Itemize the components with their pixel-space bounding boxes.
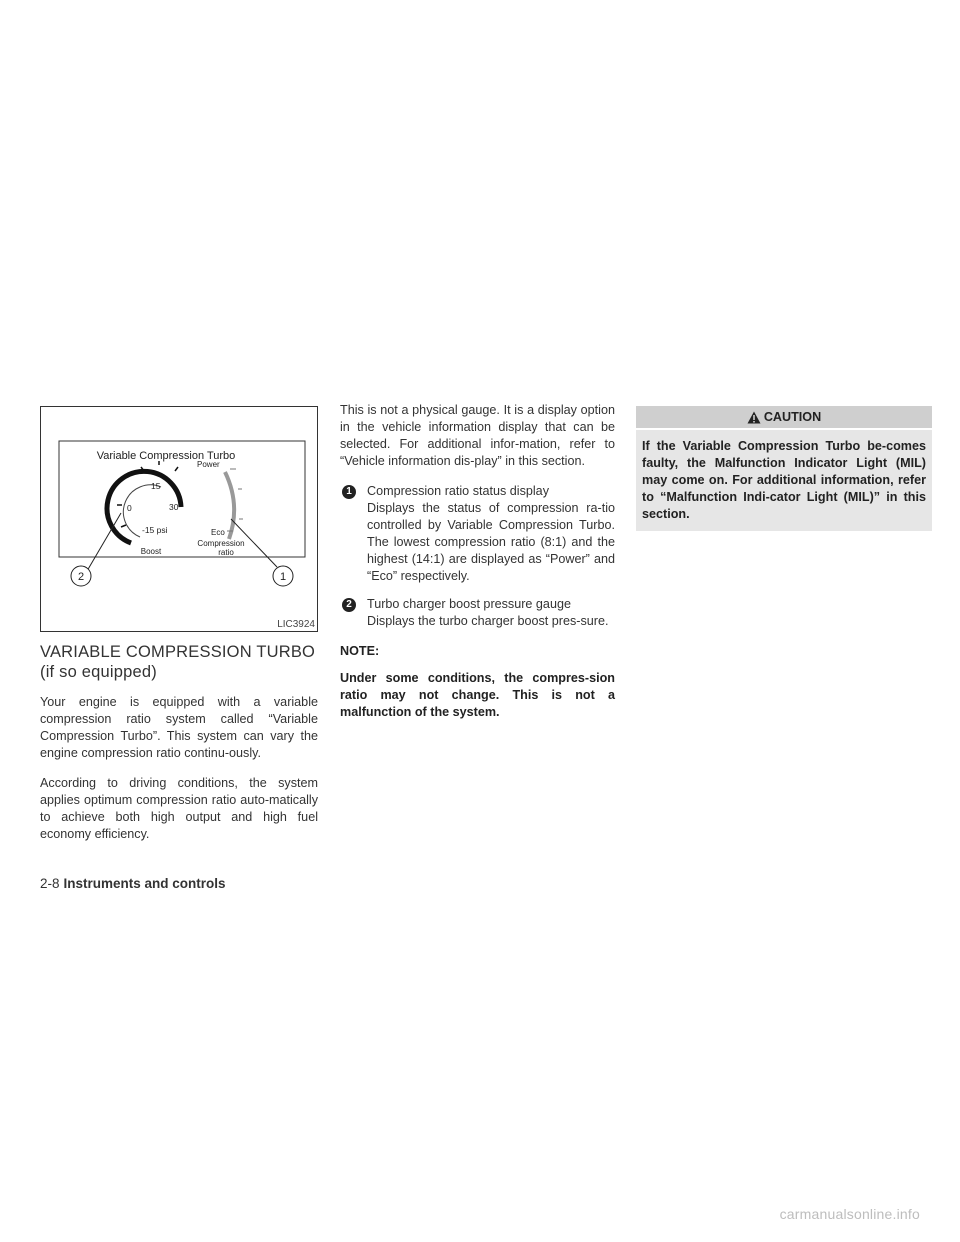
ratio-label-line1: Compression	[197, 539, 245, 548]
item-marker-1: 1	[342, 485, 356, 499]
vct-diagram	[41, 407, 317, 631]
page-number: 2-8	[40, 876, 60, 891]
item-desc-2: Displays the turbo charger boost pres-sure.	[367, 614, 609, 628]
note-text: Under some conditions, the compres-sion ratio may not change. This is not a malfunction of the system.	[340, 671, 615, 719]
screen-title: Variable Compression Turbo	[96, 450, 236, 462]
section-title-line1: VARIABLE COMPRESSION TURBO	[40, 643, 316, 661]
gauge-tick-min: -15 psi	[142, 525, 168, 535]
item-title-2: Turbo charger boost pressure gauge	[367, 597, 571, 611]
caution-text: If the Variable Compression Turbo be-comes faulty, the Malfunction Indicator Light (MIL) may come on. For additional information, refer to “Malfunction Indi-cator Light (MIL)” in this section.	[636, 430, 932, 531]
list-item-compression-ratio	[340, 483, 615, 585]
paragraph-intro: Your engine is equipped with a variable compression ratio system called “Variable Compression Turbo”. This system can vary the engine compression ratio continu-ously.	[40, 695, 318, 760]
chapter-title: Instruments and controls	[63, 876, 226, 891]
ratio-top-label: Power	[197, 460, 220, 469]
callout-number-2: 2	[77, 571, 85, 583]
gauge-tick-15: 15	[151, 481, 161, 491]
caution-header	[636, 406, 932, 428]
column-middle	[340, 402, 615, 721]
figure-code: LIC3924	[277, 619, 315, 630]
caution-label: CAUTION	[763, 410, 822, 424]
gauge-label: Boost	[140, 547, 162, 556]
vct-figure	[40, 406, 318, 632]
watermark: carmanualsonline.info	[779, 1206, 920, 1222]
paragraph-conditions: According to driving conditions, the system applies optimum compression ratio auto-matically to achieve both high output and high fuel economy efficiency.	[40, 776, 318, 841]
paragraph-display-option: This is not a physical gauge. It is a display option in the vehicle information display that can be selected. For additional infor-mation, refer to “Vehicle information dis-play” in this section.	[340, 403, 615, 468]
gauge-tick-30: 30	[169, 502, 179, 512]
section-title-line2: (if so equipped)	[40, 663, 157, 681]
list-item-boost-gauge	[340, 596, 615, 630]
item-marker-2: 2	[342, 598, 356, 612]
section-title	[40, 642, 318, 682]
column-right	[636, 406, 932, 531]
callout-number-1: 1	[279, 571, 287, 583]
note-label: NOTE:	[340, 644, 380, 658]
ratio-label-line2: ratio	[218, 548, 234, 557]
page-footer	[40, 876, 226, 891]
ratio-bottom-label: Eco	[211, 528, 225, 537]
item-title-1: Compression ratio status display	[367, 484, 549, 498]
column-left	[40, 406, 318, 856]
item-desc-1: Displays the status of compression ra-tio controlled by Variable Compression Turbo. The lowest compression ratio (8:1) and the highest (14:1) are displayed as “Power” and “Eco” respectively.	[367, 501, 615, 583]
gauge-tick-0: 0	[127, 503, 132, 513]
warning-icon	[747, 411, 761, 424]
